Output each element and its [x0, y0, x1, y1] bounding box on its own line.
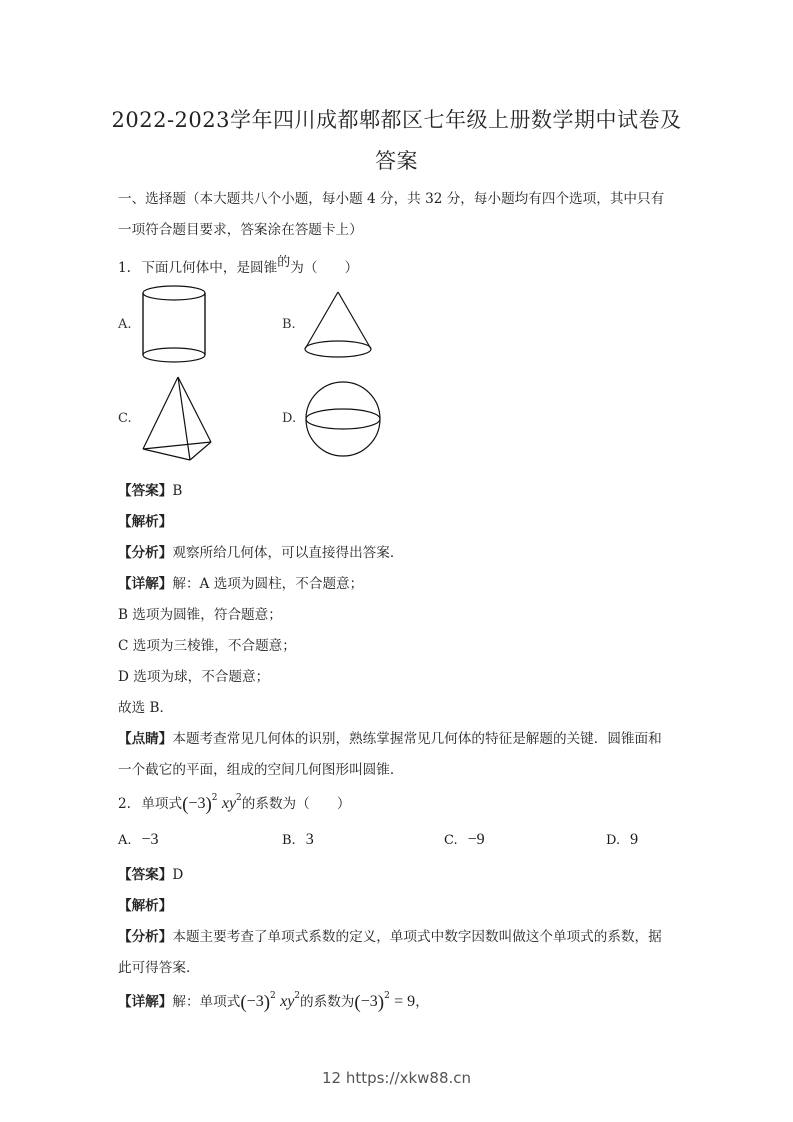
expression-base: −3 — [188, 795, 206, 812]
expression-exponent: 2 — [211, 793, 218, 803]
expression-base: −3 — [246, 993, 264, 1010]
detail-line — [118, 572, 363, 592]
fenxi-text: 本题主要考查了单项式系数的定义，单项式中数字因数叫做这个单项式的系数，据 — [172, 929, 662, 945]
analysis-heading — [118, 894, 172, 914]
fenxi-tag: 【分析】 — [118, 929, 173, 945]
question-text: 下面几何体中，是圆锥 — [141, 260, 278, 276]
option-value: −9 — [467, 831, 485, 848]
expression-paren-close: ) — [205, 794, 212, 815]
detail-line: C 选项为三棱锥，不合题意； — [118, 638, 296, 654]
option-value: 9 — [630, 831, 639, 848]
expression-variable: xy — [221, 795, 237, 812]
answer-line — [118, 863, 183, 883]
option-a-label: A. — [118, 317, 132, 332]
question-text-end: 为（ ） — [290, 260, 359, 276]
option-d-label: D. — [282, 411, 297, 426]
document-title-continued: 答案 — [375, 149, 418, 173]
option-c-label: C. — [118, 411, 132, 426]
option-b — [282, 831, 314, 849]
expression-paren-close: ) — [377, 992, 385, 1013]
section-heading-continued: 一项符合题目要求，答案涂在答题卡上） — [118, 222, 363, 238]
fenxi-line — [118, 541, 403, 561]
expression-base: −3 — [360, 993, 378, 1010]
page-footer — [0, 1069, 793, 1087]
detail-tag: 【详解】 — [118, 576, 173, 592]
detail-line: D 选项为球，不合题意； — [118, 669, 270, 685]
fenxi-tag: 【分析】 — [118, 545, 173, 561]
comment-line — [118, 727, 662, 747]
question-text-raised: 的 — [277, 255, 291, 270]
page-number: 12 — [321, 1069, 342, 1087]
expression-paren-open: ( — [240, 992, 247, 1013]
document-title: 2022-2023学年四川成都郫都区七年级上册数学期中试卷及 — [111, 108, 682, 132]
question-text-end: 的系数为（ ） — [241, 796, 351, 812]
expression-paren-open: ( — [354, 992, 361, 1013]
option-a — [118, 831, 159, 849]
comment-tag: 【点睛】 — [118, 731, 173, 747]
option-label: C. — [444, 833, 458, 848]
sphere-figure — [302, 378, 384, 460]
detail-text-end: ， — [415, 994, 429, 1010]
question-1-stem — [118, 256, 358, 276]
detail-line: 故选 B． — [118, 700, 174, 716]
detail-tag: 【详解】 — [118, 994, 173, 1010]
analysis-heading — [118, 510, 172, 530]
detail-line: B 选项为圆锥，符合题意； — [118, 607, 282, 623]
detail-text: 解：单项式 — [172, 994, 241, 1010]
detail-text: 解：A 选项为圆柱，不合题意； — [172, 576, 364, 592]
fenxi-line — [118, 925, 662, 945]
expression-paren-open: ( — [182, 794, 189, 815]
option-d — [606, 831, 638, 849]
option-label: A. — [118, 833, 132, 848]
answer-line — [118, 479, 182, 499]
expression-exponent: 2 — [270, 991, 276, 1001]
expression-variable-exponent: 2 — [236, 793, 242, 803]
cylinder-figure — [140, 283, 212, 367]
footer-url[interactable]: https://xkw88.cn — [345, 1069, 472, 1087]
expression-variable: xy — [280, 993, 295, 1010]
option-label: B. — [282, 833, 296, 848]
option-label: D. — [606, 833, 621, 848]
question-number: 1. — [118, 260, 131, 276]
analysis-tag: 【解析】 — [118, 898, 173, 914]
option-value: 3 — [305, 831, 314, 848]
option-value: −3 — [141, 831, 159, 848]
expression-result: = 9 — [394, 993, 416, 1010]
question-number: 2. — [118, 796, 131, 812]
cone-figure — [302, 290, 374, 362]
comment-text: 本题考查常见几何体的识别，熟练掌握常见几何体的特征是解题的关键．圆锥面和 — [172, 731, 662, 747]
option-c — [444, 831, 485, 849]
answer-value: D — [172, 867, 184, 883]
answer-tag: 【答案】 — [118, 483, 173, 499]
detail-text-mid: 的系数为 — [300, 994, 355, 1010]
question-text: 单项式 — [141, 796, 183, 812]
answer-tag: 【答案】 — [118, 867, 173, 883]
triangular-pyramid-figure — [140, 374, 216, 464]
answer-value: B — [172, 483, 183, 499]
fenxi-line-continued: 此可得答案． — [118, 960, 200, 976]
question-2-stem — [118, 792, 351, 816]
section-heading: 一、选择题（本大题共八个小题，每小题 4 分，共 32 分，每小题均有四个选项，其中只有 — [118, 191, 665, 207]
analysis-tag: 【解析】 — [118, 514, 173, 530]
detail-line — [118, 990, 429, 1014]
expression-paren-close: ) — [263, 992, 271, 1013]
expression-variable-exponent: 2 — [294, 991, 301, 1001]
comment-line-continued: 一个截它的平面，组成的空间几何图形叫圆锥． — [118, 762, 404, 778]
option-b-label: B. — [282, 317, 296, 332]
fenxi-text: 观察所给几何体，可以直接得出答案． — [172, 545, 404, 561]
expression-exponent: 2 — [384, 991, 390, 1001]
